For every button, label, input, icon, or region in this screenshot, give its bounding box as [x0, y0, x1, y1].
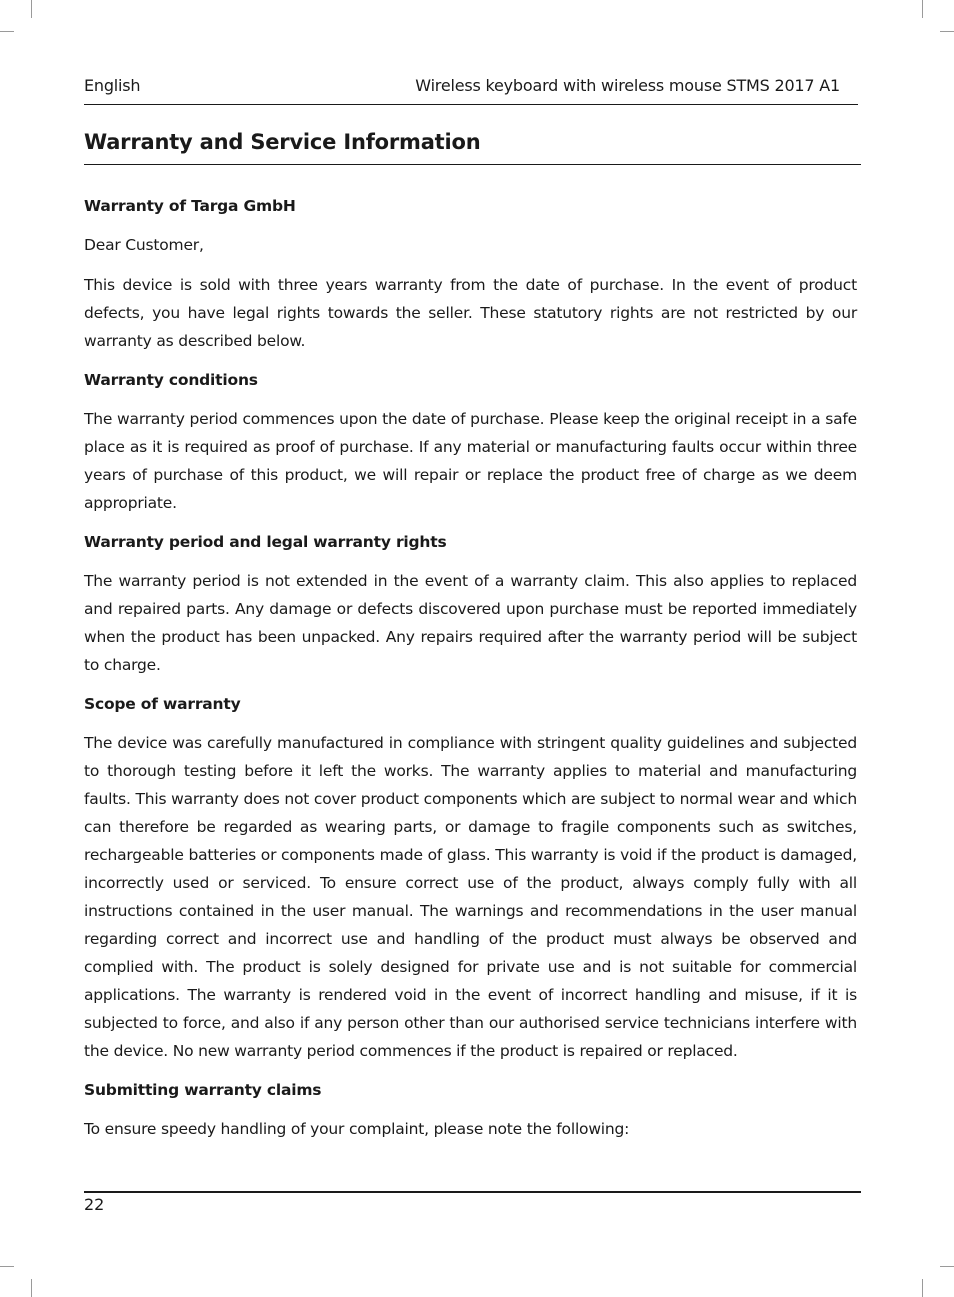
paragraph-submitting-claims: To ensure speedy handling of your complaint, please note the following:	[84, 1120, 630, 1138]
crop-mark-left-bottom	[0, 1266, 14, 1267]
crop-mark-bottom-left	[31, 1279, 32, 1297]
heading-submitting-claims: Submitting warranty claims	[84, 1081, 322, 1099]
header-rule	[84, 104, 858, 105]
paragraph-warranty-conditions: The warranty period commences upon the date of purchase. Please keep the original receipt in a safe place as it is required as proof of purchase. If any material or manufacturing faults occur within three years of purchase of this product, we will repair or replace the product free of charge as we deem appropriate.	[84, 410, 857, 512]
heading-warranty-conditions: Warranty conditions	[84, 371, 258, 389]
paragraph-scope-of-warranty: The device was carefully manufactured in compliance with stringent quality guidelines and subjected to thorough testing before it left the works. The warranty applies to material and manufacturing faults. This warranty does not cover product components which are subject to normal wear and which can therefore be regarded as wearing parts, or damage to fragile components such as switches, rechargeable batteries or components made of glass. This warranty is void if the product is damaged, incorrectly used or serviced. To ensure correct use of the product, always comply fully with all instructions contained in the user manual. The warnings and recommendations in the user manual regarding correct and incorrect use and handling of the product must always be observed and complied with. The product is solely designed for private use and is not suitable for commercial applications. The warranty is rendered void in the event of incorrect handling and misuse, if it is subjected to force, and also if any person other than our authorised service technicians interfere with the device. No new warranty period commences if the product is repaired or replaced.	[84, 734, 857, 1060]
footer-rule	[84, 1191, 861, 1193]
crop-mark-top-right	[922, 0, 923, 18]
crop-mark-right-top	[940, 31, 954, 32]
header-language: English	[84, 76, 141, 95]
crop-mark-left-top	[0, 31, 14, 32]
salutation: Dear Customer,	[84, 236, 204, 254]
paragraph-warranty-period: The warranty period is not extended in the event of a warranty claim. This also applies to replaced and repaired parts. Any damage or defects discovered upon purchase must be reported immediately when the product has been unpacked. Any repairs required after the warranty period will be subject to charge.	[84, 572, 857, 674]
heading-warranty-of-targa: Warranty of Targa GmbH	[84, 197, 296, 215]
running-header	[84, 76, 858, 98]
crop-mark-top-left	[31, 0, 32, 18]
crop-mark-bottom-right	[922, 1279, 923, 1297]
header-document-title: Wireless keyboard with wireless mouse STMS 2017 A1	[415, 76, 840, 95]
page-number: 22	[84, 1195, 105, 1214]
section-title: Warranty and Service Information	[84, 130, 481, 154]
page-content	[84, 193, 857, 1155]
heading-warranty-period: Warranty period and legal warranty rights	[84, 533, 447, 551]
heading-scope-of-warranty: Scope of warranty	[84, 695, 241, 713]
title-rule	[84, 164, 861, 165]
paragraph-warranty-of-targa: This device is sold with three years warranty from the date of purchase. In the event of product defects, you have legal rights towards the seller. These statutory rights are not restricted by our warranty as described below.	[84, 276, 857, 350]
crop-mark-right-bottom	[940, 1266, 954, 1267]
